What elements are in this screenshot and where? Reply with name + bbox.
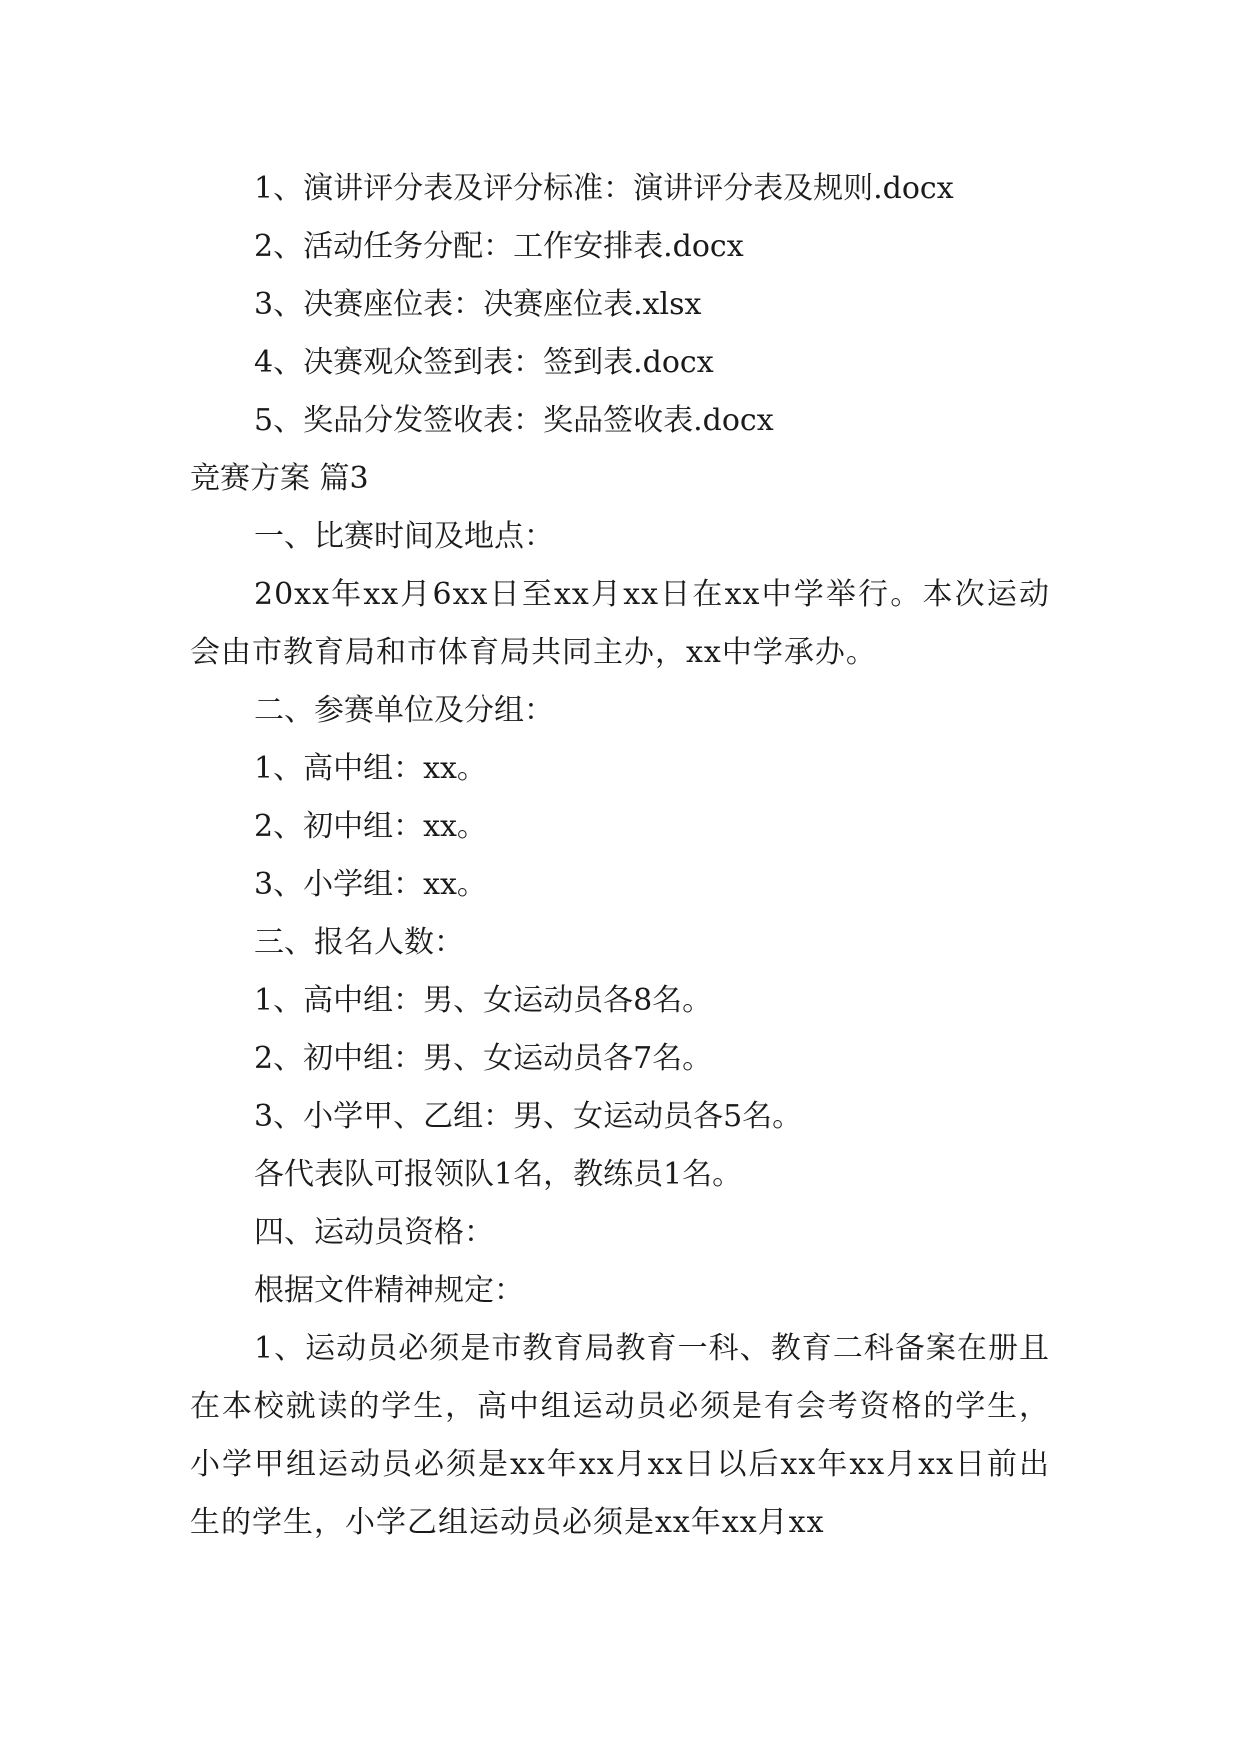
attachment-item-5: 5、奖品分发签收表：奖品签收表.docx: [254, 403, 774, 438]
document-body: [190, 160, 1050, 1552]
group-item-3: 3、小学组：xx。: [254, 867, 487, 902]
eligibility-intro: 根据文件精神规定：: [254, 1273, 524, 1308]
group-item-1: 1、高中组：xx。: [254, 751, 487, 786]
paragraph-time-location: 20xx年xx月6xx日至xx月xx日在xx中学举行。本次运动会由市教育局和市体育局共同主办，xx中学承办。: [190, 577, 1050, 670]
section-heading: 竞赛方案 篇3: [190, 461, 369, 496]
heading-time-location: 一、比赛时间及地点：: [254, 519, 554, 554]
heading-eligibility: 四、运动员资格：: [254, 1215, 494, 1250]
paragraph-eligibility-1: 1、运动员必须是市教育局教育一科、教育二科备案在册且在本校就读的学生，高中组运动员必须是有会考资格的学生，小学甲组运动员必须是xx年xx月xx日以后xx年xx月xx日前出生的学生，小学乙组运动员必须是xx年xx月xx: [190, 1331, 1050, 1540]
attachment-item-4: 4、决赛观众签到表：签到表.docx: [254, 345, 714, 380]
attachment-item-3: 3、决赛座位表：决赛座位表.xlsx: [254, 287, 702, 322]
registration-item-1: 1、高中组：男、女运动员各8名。: [254, 983, 713, 1018]
registration-note: 各代表队可报领队1名，教练员1名。: [254, 1157, 743, 1192]
attachment-item-2: 2、活动任务分配：工作安排表.docx: [254, 229, 744, 264]
heading-participants: 二、参赛单位及分组：: [254, 693, 554, 728]
attachment-item-1: 1、演讲评分表及评分标准：演讲评分表及规则.docx: [254, 171, 954, 206]
registration-item-3: 3、小学甲、乙组：男、女运动员各5名。: [254, 1099, 803, 1134]
registration-item-2: 2、初中组：男、女运动员各7名。: [254, 1041, 713, 1076]
group-item-2: 2、初中组：xx。: [254, 809, 487, 844]
heading-registration: 三、报名人数：: [254, 925, 464, 960]
